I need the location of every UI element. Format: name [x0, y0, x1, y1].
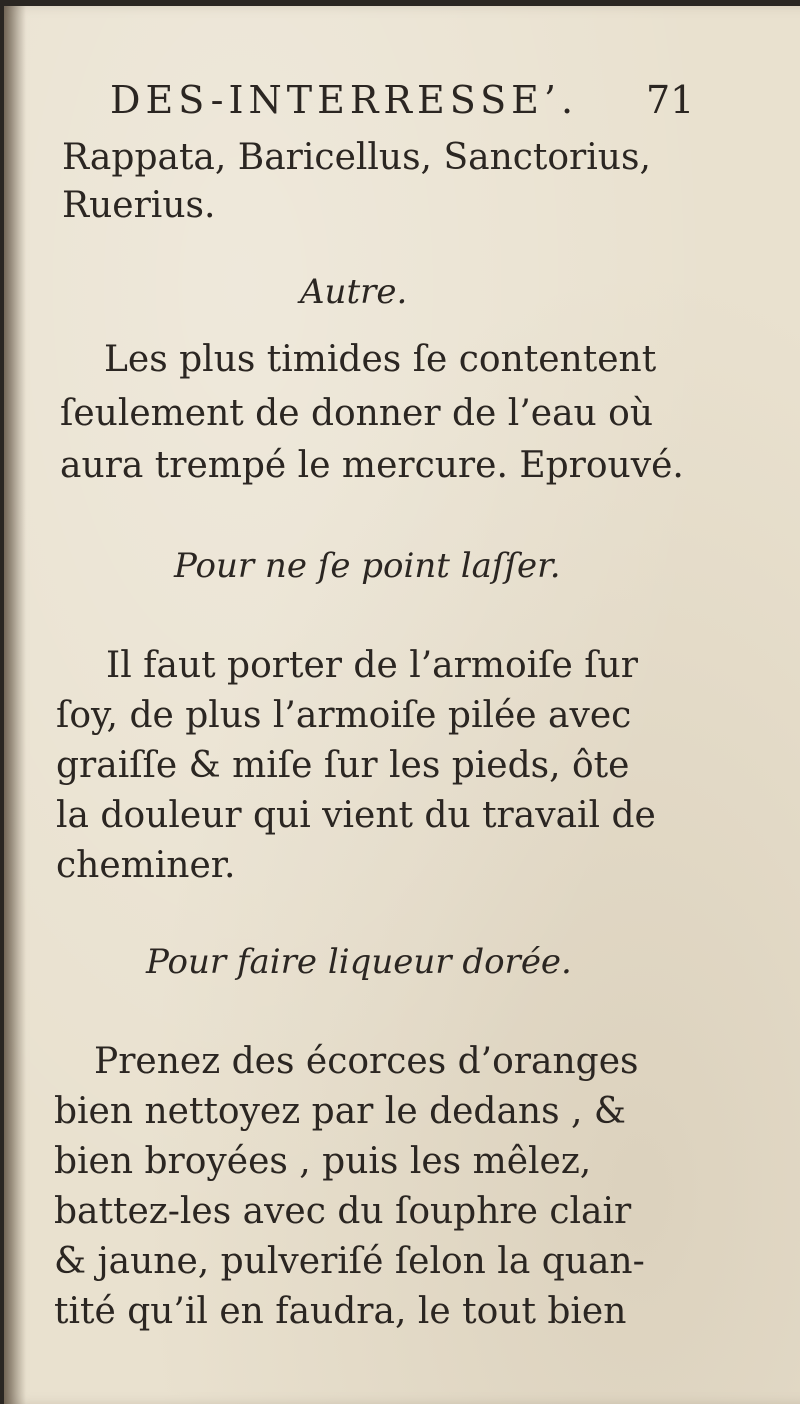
text-line: & jaune, pulveriſé ſelon la quan- — [54, 1241, 645, 1282]
text-line: la douleur qui vient du travail de — [56, 795, 656, 836]
text-line: Les plus timides ſe contentent — [104, 339, 657, 380]
text-line: bien nettoyez par le dedans , & — [54, 1091, 626, 1132]
text-line: ſoy, de plus l’armoiſe pilée avec — [56, 695, 632, 736]
text-line: graiſſe & miſe ſur les pieds, ôte — [56, 745, 630, 786]
text-line: Il faut porter de l’armoiſe ſur — [106, 645, 638, 686]
section-heading: Autre. — [300, 272, 408, 312]
text-line: aura trempé le mercure. Eprouvé. — [60, 445, 684, 486]
text-line: Prenez des écorces d’oranges — [94, 1041, 639, 1082]
section-heading: Pour ne ſe point laſſer. — [174, 546, 561, 586]
book-page — [4, 6, 800, 1404]
text-line: bien broyées , puis les mêlez, — [54, 1141, 592, 1182]
text-line: tité qu’il en faudra, le tout bien — [54, 1291, 627, 1332]
page-spine-shadow — [4, 6, 26, 1404]
text-line: Rappata, Baricellus, Sanctorius, — [62, 137, 651, 178]
running-title: DES-INTERRESSE’. — [110, 78, 579, 122]
text-line: battez-les avec du ſouphre clair — [54, 1191, 632, 1232]
section-heading: Pour faire liqueur dorée. — [146, 942, 572, 982]
text-line: cheminer. — [56, 845, 236, 886]
text-line: ſeulement de donner de l’eau où — [60, 393, 654, 434]
page-number: 71 — [646, 78, 695, 122]
text-line: Ruerius. — [62, 185, 216, 226]
